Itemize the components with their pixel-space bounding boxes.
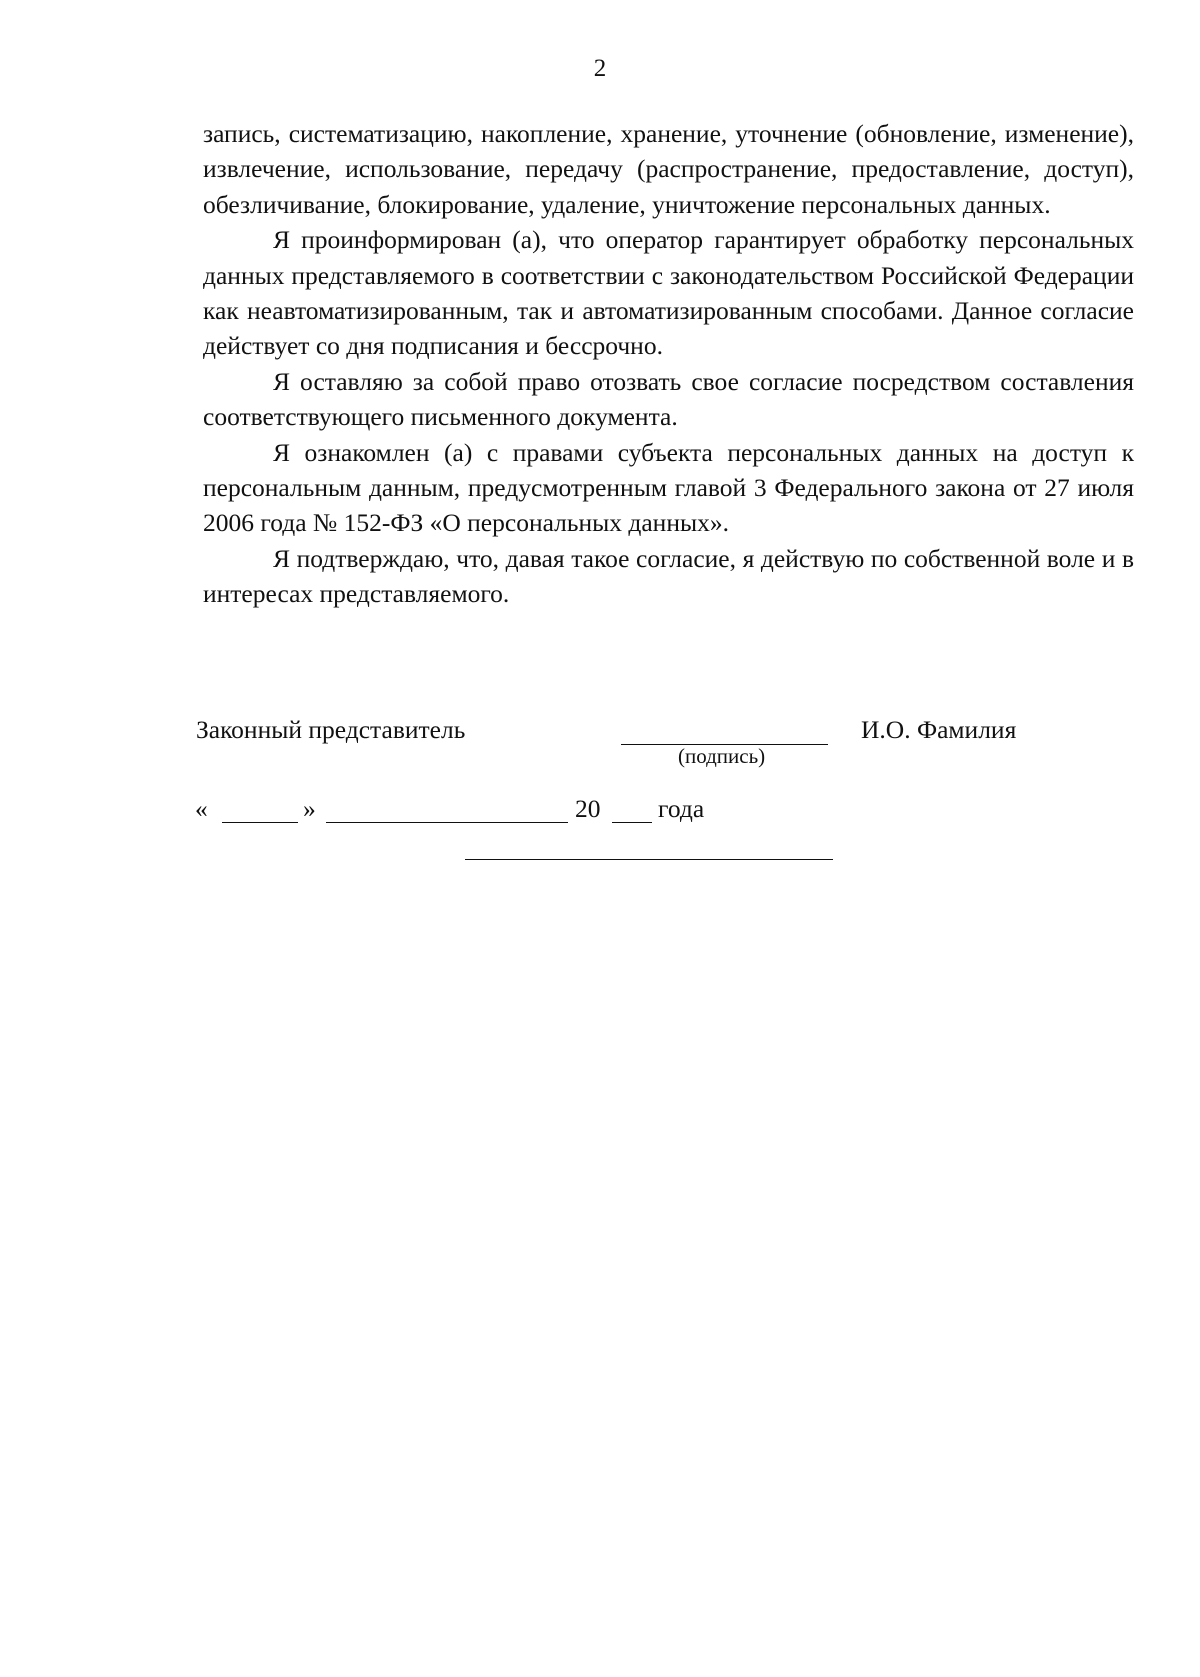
paragraph-processing-list: запись, систематизацию, накопление, хранение, уточнение (обновление, изменение), извлечение, использование, передачу (распространение, предоставление, доступ), обезличивание, блокирование, удаление, уничтожение персональных данных. <box>203 119 1134 219</box>
signature-caption: (подпись) <box>678 744 766 768</box>
date-year-prefix: 20 <box>575 794 601 823</box>
signature-name: И.О. Фамилия <box>861 715 1017 744</box>
paragraph-revocation-right: Я оставляю за собой право отозвать свое согласие посредством составления соответствующего письменного документа. <box>203 366 1134 432</box>
date-day-blank <box>222 822 298 823</box>
document-body <box>203 116 1134 612</box>
paragraph-operator-guarantee: Я проинформирован (а), что оператор гарантирует обработку персональных данных представляемого в соответствии с законодательством Российской Федерации как неавтоматизированным, так и автоматизированным способами. Данное согласие действует со дня подписания и бессрочно. <box>203 225 1134 361</box>
paragraph-subject-rights: Я ознакомлен (а) с правами субъекта персональных данных на доступ к персональным данным, предусмотренным главой 3 Федерального закона от 27 июля 2006 года № 152-ФЗ «О персональных данных». <box>203 437 1134 538</box>
signature-role-label: Законный представитель <box>196 715 466 744</box>
date-year-blank <box>612 822 652 823</box>
date-close-quote: » <box>303 794 316 823</box>
closing-separator-line <box>465 859 833 860</box>
date-open-quote: « <box>195 794 208 823</box>
date-month-blank <box>326 822 568 823</box>
page-number: 2 <box>593 55 607 82</box>
date-year-suffix: года <box>658 794 705 823</box>
paragraph-confirmation: Я подтверждаю, что, давая такое согласие, я действую по собственной воле и в интересах представляемого. <box>203 543 1134 609</box>
